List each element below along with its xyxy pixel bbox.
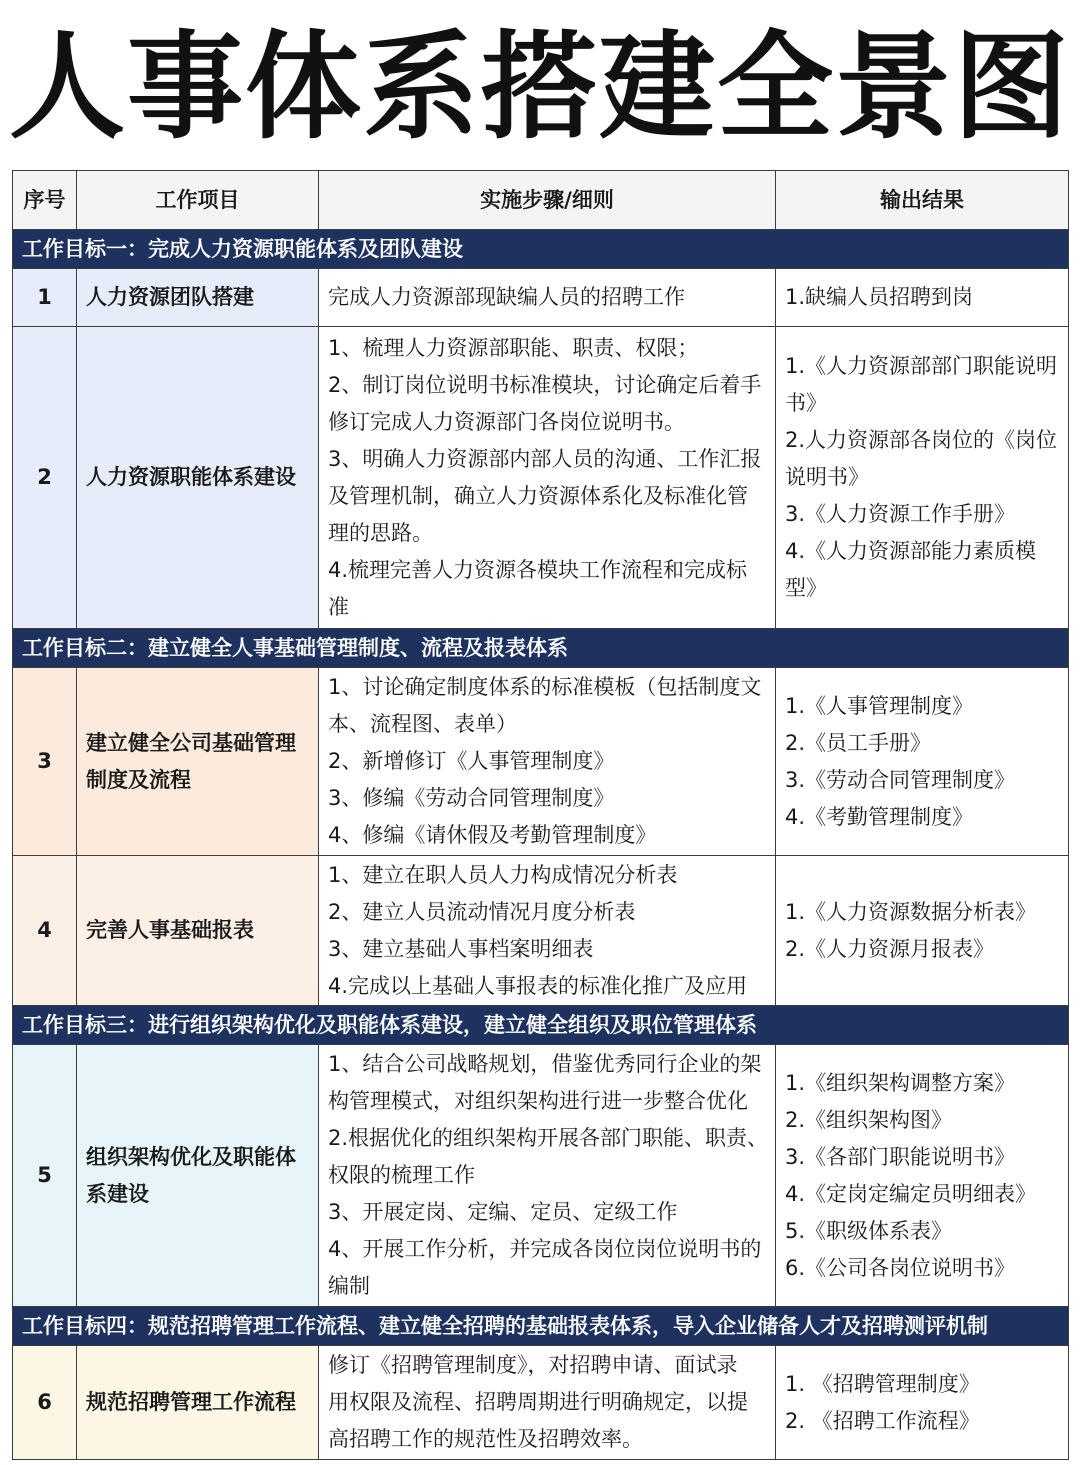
row-item: 完善人事基础报表 <box>77 856 319 1006</box>
table-row <box>13 856 1069 1006</box>
row-item: 组织架构优化及职能体 系建设 <box>77 1045 319 1307</box>
page-title: 人事体系搭建全景图 <box>9 20 1071 155</box>
row-output: 1.《组织架构调整方案》 2.《组织架构图》 3.《各部门职能说明书》 4.《定岗定编定员明细表》 5.《职级体系表》 6.《公司各岗位说明书》 <box>776 1045 1069 1307</box>
row-steps: 1、建立在职人员人力构成情况分析表 2、建立人员流动情况月度分析表 3、建立基础人事档案明细表 4.完成以上基础人事报表的标准化推广及应用 <box>319 856 776 1006</box>
row-num: 2 <box>13 327 77 629</box>
goal-title: 工作目标一：完成人力资源职能体系及团队建设 <box>13 230 1069 269</box>
row-steps: 1、讨论确定制度体系的标准模板（包括制度文 本、流程图、表单） 2、新增修订《人事管理制度》 3、修编《劳动合同管理制度》 4、修编《请休假及考勤管理制度》 <box>319 668 776 856</box>
goal-row-4 <box>13 1307 1069 1346</box>
row-num: 1 <box>13 269 77 327</box>
row-item: 人力资源团队搭建 <box>77 269 319 327</box>
row-output: 1.缺编人员招聘到岗 <box>776 269 1069 327</box>
row-item: 建立健全公司基础管理 制度及流程 <box>77 668 319 856</box>
row-steps: 1、梳理人力资源部职能、职责、权限； 2、制订岗位说明书标准模块，讨论确定后着手 修订完成人力资源部门各岗位说明书。 3、明确人力资源部内部人员的沟通、工作汇报 及管理机制，确立人力资源体系化及标准化管 理的思路。 4.梳理完善人力资源各模块工作流程和完成标 准 <box>319 327 776 629</box>
row-num: 6 <box>13 1346 77 1460</box>
row-steps: 1、结合公司战略规划，借鉴优秀同行企业的架 构管理模式，对组织架构进行进一步整合优化 2.根据优化的组织架构开展各部门职能、职责、 权限的梳理工作 3、开展定岗、定编、定员、定级工作 4、开展工作分析，并完成各岗位岗位说明书的 编制 <box>319 1045 776 1307</box>
row-item: 人力资源职能体系建设 <box>77 327 319 629</box>
table-row <box>13 668 1069 856</box>
goal-row-1 <box>13 230 1069 269</box>
row-num: 5 <box>13 1045 77 1307</box>
row-output: 1.《人事管理制度》 2.《员工手册》 3.《劳动合同管理制度》 4.《考勤管理制度》 <box>776 668 1069 856</box>
goal-row-2 <box>13 629 1069 668</box>
goal-title: 工作目标四：规范招聘管理工作流程、建立健全招聘的基础报表体系，导入企业储备人才及招聘测评机制 <box>13 1307 1069 1346</box>
header-num: 序号 <box>13 171 77 230</box>
goal-title: 工作目标三：进行组织架构优化及职能体系建设，建立健全组织及职位管理体系 <box>13 1006 1069 1045</box>
row-steps: 修订《招聘管理制度》，对招聘申请、面试录 用权限及流程、招聘周期进行明确规定，以提 高招聘工作的规范性及招聘效率。 <box>319 1346 776 1460</box>
table-row <box>13 327 1069 629</box>
row-output: 1. 《招聘管理制度》 2. 《招聘工作流程》 <box>776 1346 1069 1460</box>
row-num: 4 <box>13 856 77 1006</box>
table-row <box>13 269 1069 327</box>
goal-row-3 <box>13 1006 1069 1045</box>
table-row <box>13 1346 1069 1460</box>
row-steps: 完成人力资源部现缺编人员的招聘工作 <box>319 269 776 327</box>
goal-title: 工作目标二：建立健全人事基础管理制度、流程及报表体系 <box>13 629 1069 668</box>
table-row <box>13 1045 1069 1307</box>
hr-system-table <box>12 170 1069 1460</box>
row-item: 规范招聘管理工作流程 <box>77 1346 319 1460</box>
header-output: 输出结果 <box>776 171 1069 230</box>
header-item: 工作项目 <box>77 171 319 230</box>
row-output: 1.《人力资源数据分析表》 2.《人力资源月报表》 <box>776 856 1069 1006</box>
row-num: 3 <box>13 668 77 856</box>
row-output: 1.《人力资源部部门职能说明 书》 2.人力资源部各岗位的《岗位 说明书》 3.《人力资源工作手册》 4.《人力资源部能力素质模 型》 <box>776 327 1069 629</box>
table-header-row <box>13 171 1069 230</box>
header-steps: 实施步骤/细则 <box>319 171 776 230</box>
